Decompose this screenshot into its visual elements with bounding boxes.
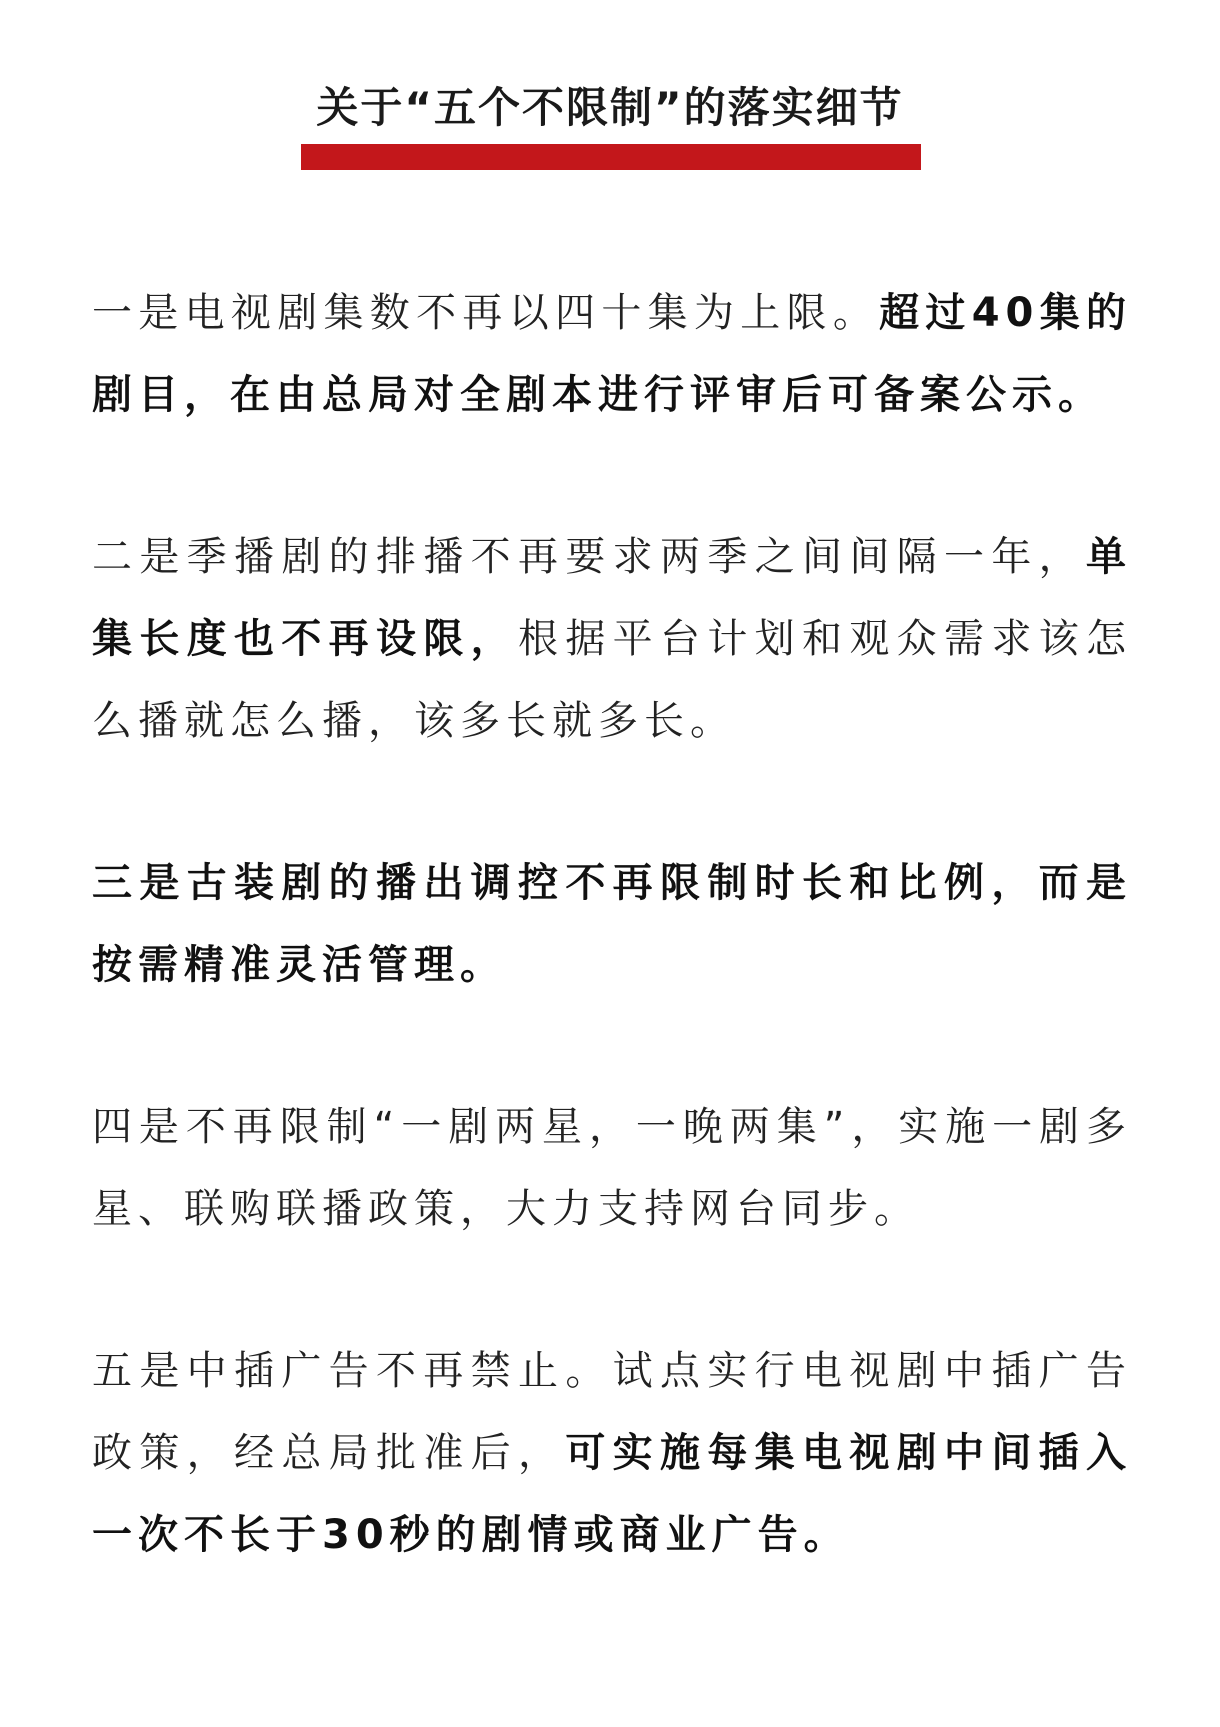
article-body [92, 272, 1132, 1656]
paragraph-1 [92, 272, 1132, 436]
article-title: 关于“五个不限制”的落实细节 [316, 83, 904, 132]
paragraph-2-text-b: 根据平台计划和观众需求该怎么播就怎么播，该多长就多长。 [92, 616, 1132, 744]
paragraph-3 [92, 842, 1132, 1006]
paragraph-5 [92, 1330, 1132, 1576]
paragraph-1-text: 一是电视剧集数不再以四十集为上限。 [92, 290, 880, 336]
paragraph-2 [92, 516, 1132, 762]
paragraph-1-bold-text: 超过40集的剧目，在由总局对全剧本进行评审后可备案公示。 [92, 290, 1132, 418]
paragraph-4 [92, 1086, 1132, 1250]
paragraph-5-text: 五是中插广告不再禁止。试点实行电视剧中插广告政策，经总局批准后， [92, 1348, 1132, 1476]
paragraph-2-text-a: 二是季播剧的排播不再要求两季之间间隔一年， [92, 534, 1086, 580]
paragraph-4-text: 四是不再限制“一剧两星，一晚两集”，实施一剧多星、联购联播政策，大力支持网台同步。 [92, 1104, 1132, 1232]
title-underline-bar [301, 144, 921, 170]
article-header [300, 78, 920, 138]
paragraph-2-bold-text: 单集长度也不再设限， [92, 534, 1132, 662]
paragraph-5-bold-text: 可实施每集电视剧中间插入一次不长于30秒的剧情或商业广告。 [92, 1430, 1133, 1558]
paragraph-3-bold-text: 三是古装剧的播出调控不再限制时长和比例，而是按需精准灵活管理。 [92, 860, 1132, 988]
